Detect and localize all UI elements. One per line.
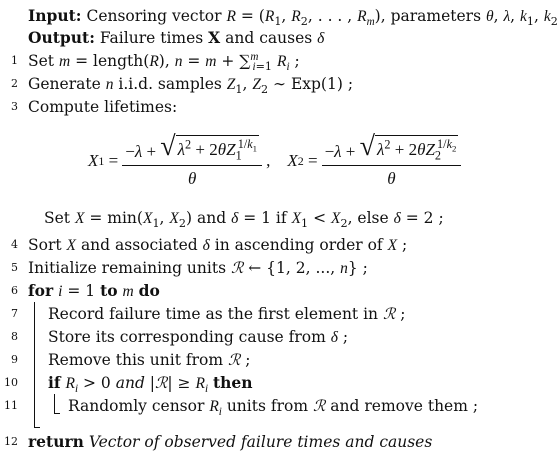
step-1: Set m = length(R), n = m + ∑$^m_{i=1}$ $R_i$ ; — [28, 50, 300, 74]
line-number: 7 — [11, 307, 18, 320]
line-number: 6 — [11, 284, 18, 297]
step-3: Compute lifetimes: — [28, 98, 178, 116]
if-bracket-end — [54, 413, 60, 414]
step-4: Sort X and associated δ in ascending order of X ; — [28, 236, 408, 254]
set-x-line: Set $X = \min(X_1$, $X_2$) and δ = 1 if $X_1 < X_2$, else δ = 2 ; — [44, 209, 444, 231]
step-2: Generate n i.i.d. samples $Z_1$, $Z_2$ ∼ Exp(1) ; — [28, 75, 354, 97]
line-number: 9 — [11, 353, 18, 366]
line-number: 4 — [11, 238, 18, 251]
line-number: 8 — [11, 330, 18, 343]
input-text: Censoring vector — [86, 7, 222, 25]
line-number: 12 — [4, 435, 18, 448]
step-10: if $R_i > 0$ and |ℛ| ≥ $R_i$ then — [48, 373, 253, 396]
input-math: R — [226, 8, 236, 25]
input-label: Input: — [28, 6, 82, 25]
step-11: Randomly censor $R_i$ units from ℛ and remove them ; — [68, 397, 479, 419]
step-12: return Vector of observed failure times and causes — [28, 432, 433, 451]
output-and: and causes — [225, 29, 313, 47]
output-label: Output: — [28, 28, 95, 47]
line-number: 10 — [4, 376, 18, 389]
step-9: Remove this unit from ℛ ; — [48, 351, 251, 369]
output-line: Output: Failure times X and causes δ — [28, 28, 325, 47]
line-number: 5 — [11, 261, 18, 274]
line-number: 2 — [11, 77, 18, 90]
step-8: Store its corresponding cause from δ ; — [48, 328, 349, 346]
output-x: X — [208, 28, 221, 47]
line-number: 1 — [11, 54, 18, 67]
line-number: 11 — [4, 399, 18, 412]
for-loop-bracket-end — [34, 427, 40, 428]
line-number: 3 — [11, 100, 18, 113]
step-7: Record failure time as the first element in ℛ ; — [48, 305, 406, 323]
for-loop-bracket — [34, 302, 35, 428]
output-text: Failure times — [99, 29, 204, 47]
step-6: for i = 1 to m do — [28, 281, 160, 300]
if-bracket — [54, 394, 55, 414]
step-5: Initialize remaining units ℛ ← {1, 2, ..., n} ; — [28, 259, 368, 277]
lifetime-formula: X 1 = − λ + √ $\lambda^2 + 2\theta Z_1^{1/k_1}$ θ , X 2 = − λ + √ $\lambda^2 + 2\theta Z_2^{1/k_2}$ θ — [88, 132, 465, 189]
input-line: Input: Censoring vector $R = (R_1$, $R_2$, . . . , $R_m$), parameters θ, λ, $k_1$, $k_2$ — [28, 6, 558, 29]
